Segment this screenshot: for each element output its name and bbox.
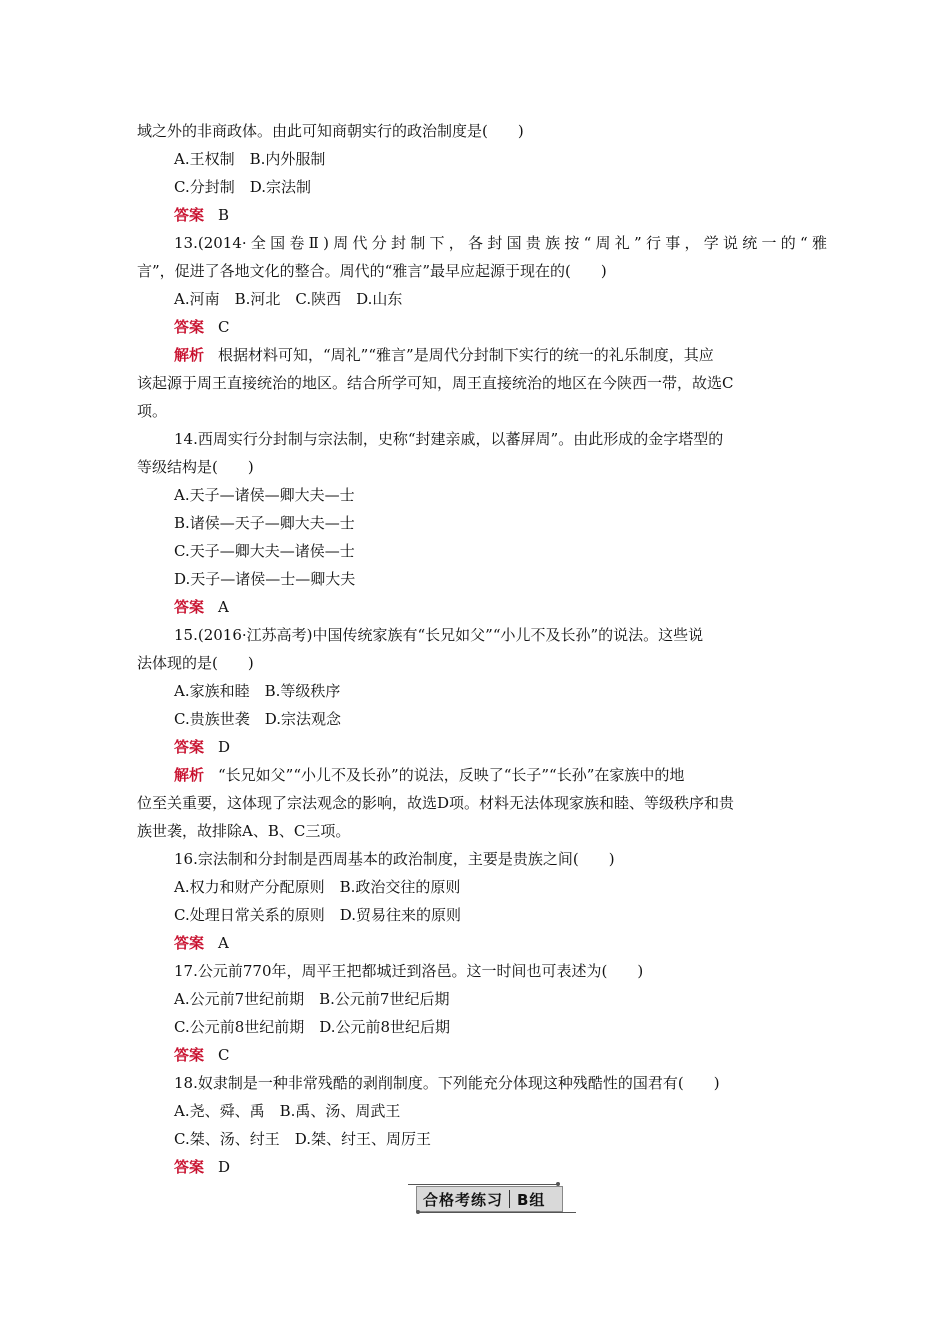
option-line: A.河南 B.河北 C.陕西 D.山东 — [174, 290, 403, 308]
answer-line — [174, 737, 864, 757]
question-line: 13.(2014·全国卷Ⅱ)周代分封制下，各封国贵族按“周礼”行事，学说统一的“雅 — [174, 234, 827, 252]
answer-value: A — [218, 934, 229, 952]
option-line: C.分封制 D.宗法制 — [174, 178, 311, 196]
option-line: C.处理日常关系的原则 D.贸易往来的原则 — [174, 906, 461, 924]
answer-value: C — [218, 318, 230, 336]
option-line: A.权力和财产分配原则 B.政治交往的原则 — [174, 878, 461, 896]
text-line: 族世袭，故排除A、B、C三项。 — [137, 822, 351, 840]
option-line: C.贵族世袭 D.宗法观念 — [174, 710, 341, 728]
text-line: 该起源于周王直接统治的地区。结合所学可知，周王直接统治的地区在今陕西一带，故选C — [137, 374, 734, 392]
text-line: 法体现的是( ) — [137, 654, 254, 672]
analysis-line — [174, 345, 864, 365]
banner-rule-top — [408, 1184, 558, 1185]
answer-value: B — [218, 206, 230, 224]
text-line: 言”，促进了各地文化的整合。周代的“雅言”最早应起源于现在的( ) — [137, 262, 607, 280]
option-line: D.天子—诸侯—士—卿大夫 — [174, 570, 356, 588]
banner-separator — [509, 1190, 510, 1208]
answer-value: D — [218, 1158, 231, 1176]
text-line: 位至关重要，这体现了宗法观念的影响，故选D项。材料无法体现家族和睦、等级秩序和贵 — [137, 794, 735, 812]
banner-dot — [416, 1210, 420, 1214]
answer-line — [174, 1045, 864, 1065]
option-line: B.诸侯—天子—卿大夫—士 — [174, 514, 355, 532]
question-line: 16.宗法制和分封制是西周基本的政治制度，主要是贵族之间( ) — [174, 850, 615, 868]
answer-label: 答案 — [174, 206, 205, 224]
analysis-label: 解析 — [174, 346, 205, 364]
option-line: A.天子—诸侯—卿大夫—士 — [174, 486, 355, 504]
option-line: C.公元前8世纪前期 D.公元前8世纪后期 — [174, 1018, 451, 1036]
text-line: 等级结构是( ) — [137, 458, 254, 476]
analysis-label: 解析 — [174, 766, 205, 784]
answer-line — [174, 1157, 864, 1177]
answer-value: D — [218, 738, 231, 756]
question-line: 15.(2016·江苏高考)中国传统家族有“长兄如父”“小儿不及长孙”的说法。这些说 — [174, 626, 704, 644]
analysis-line — [174, 765, 864, 785]
section-banner — [408, 1182, 578, 1216]
question-line: 18.奴隶制是一种非常残酷的剥削制度。下列能充分体现这种残酷性的国君有( ) — [174, 1074, 720, 1092]
option-line: C.天子—卿大夫—诸侯—士 — [174, 542, 355, 560]
answer-value: C — [218, 1046, 230, 1064]
answer-line — [174, 205, 864, 225]
answer-line — [174, 933, 864, 953]
banner-rule-bottom — [418, 1212, 576, 1213]
option-line: A.公元前7世纪前期 B.公元前7世纪后期 — [174, 990, 450, 1008]
answer-label: 答案 — [174, 318, 205, 336]
analysis-text: 根据材料可知，“周礼”“雅言”是周代分封制下实行的统一的礼乐制度，其应 — [218, 346, 714, 364]
banner-group: B组 — [517, 1191, 546, 1209]
answer-line — [174, 597, 864, 617]
question-line: 17.公元前770年，周平王把都城迁到洛邑。这一时间也可表述为( ) — [174, 962, 644, 980]
banner-title: 合格考练习 — [423, 1191, 504, 1209]
answer-label: 答案 — [174, 1046, 205, 1064]
answer-value: A — [218, 598, 229, 616]
analysis-text: “长兄如父”“小儿不及长孙”的说法，反映了“长子”“长孙”在家族中的地 — [218, 766, 685, 784]
text-line: 域之外的非商政体。由此可知商朝实行的政治制度是( ) — [137, 122, 524, 140]
text-line: 项。 — [137, 402, 168, 420]
question-line: 14.西周实行分封制与宗法制，史称“封建亲戚，以蕃屏周”。由此形成的金字塔型的 — [174, 430, 724, 448]
option-line: C.桀、汤、纣王 D.桀、纣王、周厉王 — [174, 1130, 431, 1148]
answer-label: 答案 — [174, 934, 205, 952]
option-line: A.家族和睦 B.等级秩序 — [174, 682, 341, 700]
answer-label: 答案 — [174, 1158, 205, 1176]
answer-label: 答案 — [174, 738, 205, 756]
answer-line — [174, 317, 864, 337]
option-line: A.尧、舜、禹 B.禹、汤、周武王 — [174, 1102, 401, 1120]
option-line: A.王权制 B.内外服制 — [174, 150, 326, 168]
banner-box — [416, 1186, 563, 1212]
answer-label: 答案 — [174, 598, 205, 616]
